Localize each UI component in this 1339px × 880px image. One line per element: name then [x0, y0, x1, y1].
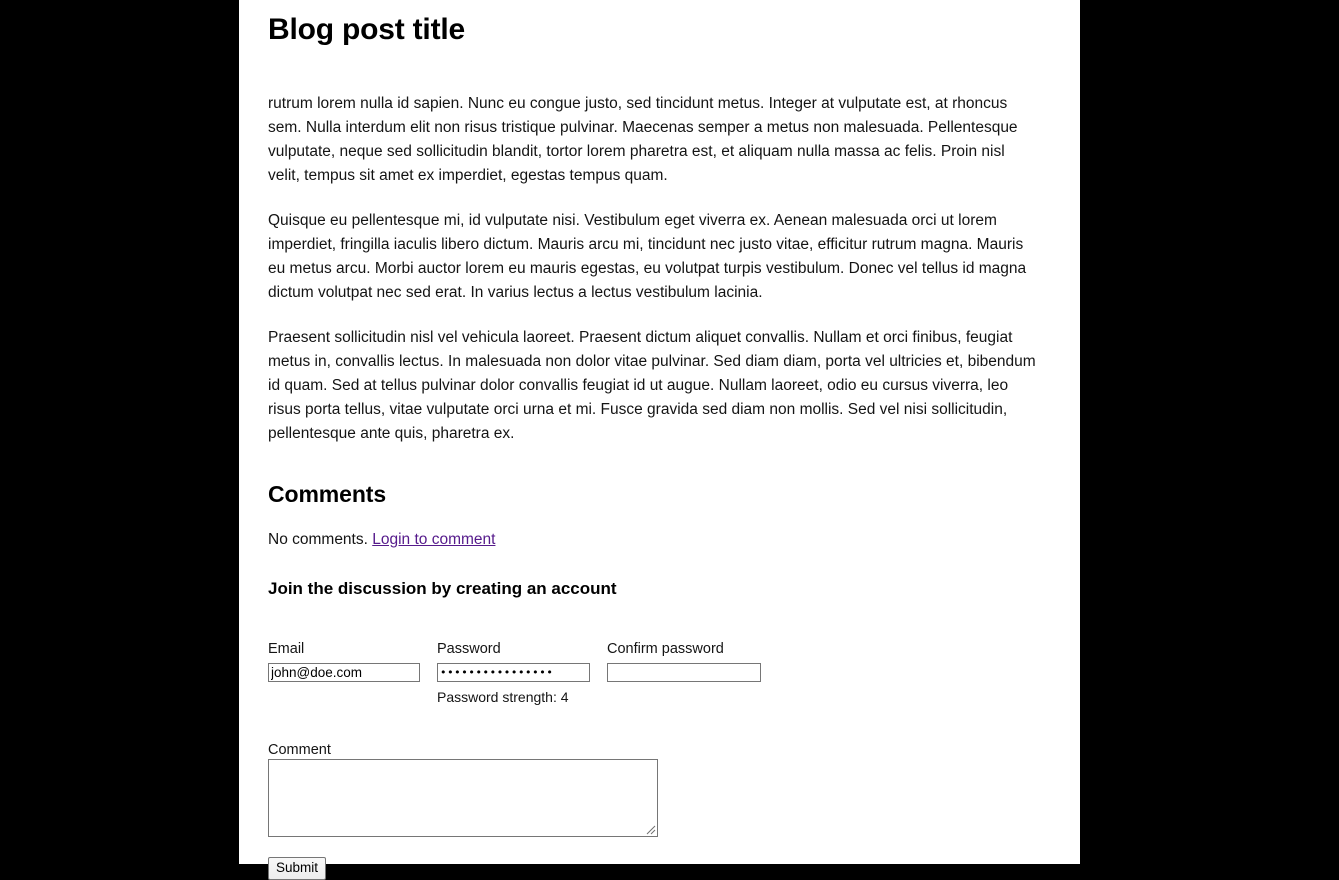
article-content: [239, 0, 1080, 880]
password-field-group: [437, 641, 590, 706]
confirm-password-input[interactable]: [607, 663, 761, 682]
page-title: Blog post title: [268, 13, 465, 46]
comment-label: Comment: [268, 742, 331, 758]
credentials-row: [268, 641, 1051, 706]
no-comments-text: [268, 508, 1051, 551]
password-label: Password: [437, 641, 501, 657]
signup-form: [268, 600, 1051, 880]
signup-heading: Join the discussion by creating an account: [268, 579, 617, 598]
password-strength-text: Password strength: 4: [437, 689, 569, 705]
post-paragraph: rutrum lorem nulla id sapien. Nunc eu congue justo, sed tincidunt metus. Integer at vulputate est, at rhoncus sem. Nulla interdum elit non risus tristique pulvinar. Maecenas semper a metus non malesuada. Pellentesque vulputate, neque sed sollicitudin blandit, tortor lorem pharetra est, et aliquam nulla massa ac felis. Proin nisl velit, tempus sit amet ex imperdiet, egestas tempus quam.: [268, 95, 1018, 184]
email-field-group: [268, 641, 420, 682]
password-input[interactable]: ••••••••••••••••: [437, 663, 590, 682]
email-label: Email: [268, 641, 305, 657]
resize-grip-icon: [645, 824, 656, 835]
confirm-password-label: Confirm password: [607, 641, 724, 657]
post-paragraph: Praesent sollicitudin nisl vel vehicula laoreet. Praesent dictum aliquet convallis. Nullam et orci finibus, feugiat metus in, convallis lectus. In malesuada non dolor vitae pulvinar. Sed diam diam, porta vel ultricies et, bibendum id quam. Sed at tellus pulvinar dolor convallis feugiat id ut augue. Nullam laoreet, odio eu cursus viverra, leo risus porta tellus, vitae vulputate orci urna et mi. Fusce gravida sed diam non mollis. Sed vel nisi sollicitudin, pellentesque ante quis, pharetra ex.: [268, 329, 1036, 442]
login-to-comment-link[interactable]: Login to comment: [372, 531, 496, 548]
no-comments-label: No comments.: [268, 531, 368, 548]
comment-field-group: [268, 706, 1051, 837]
confirm-password-field-group: [607, 641, 761, 682]
submit-row: [268, 837, 1051, 880]
comments-heading: Comments: [268, 481, 387, 507]
submit-button[interactable]: Submit: [268, 857, 326, 880]
page-canvas: [239, 0, 1080, 875]
post-paragraph: Quisque eu pellentesque mi, id vulputate nisi. Vestibulum eget viverra ex. Aenean malesuada orci ut lorem imperdiet, fringilla iaculis libero dictum. Mauris arcu mi, tincidunt nec justo vitae, efficitur rutrum magna. Mauris eu metus arcu. Morbi auctor lorem eu mauris egestas, eu volutpat turpis vestibulum. Donec vel tellus id magna dictum volutpat nec sed erat. In varius lectus a lectus vestibulum lacinia.: [268, 212, 1027, 301]
email-input[interactable]: [268, 663, 420, 682]
comment-textarea-wrapper[interactable]: [268, 759, 658, 837]
